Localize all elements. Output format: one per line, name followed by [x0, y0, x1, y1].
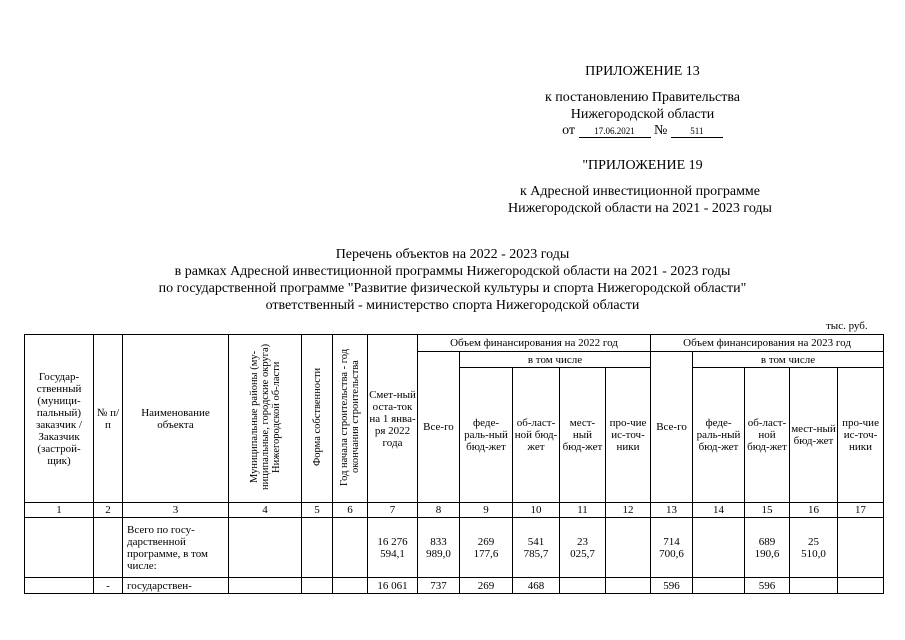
- column-number: 12: [606, 503, 651, 518]
- column-number: 8: [418, 503, 460, 518]
- number-prefix: №: [654, 123, 668, 138]
- header-2022-total: Все-го: [418, 352, 460, 503]
- column-number: 13: [651, 503, 693, 518]
- column-number: 15: [745, 503, 790, 518]
- header-2023-federal: феде-раль-ный бюд-жет: [693, 368, 745, 503]
- header-2022-federal: феде-раль-ный бюд-жет: [460, 368, 513, 503]
- header-2023-local: мест-ный бюд-жет: [790, 368, 838, 503]
- column-number: 4: [229, 503, 302, 518]
- cell-district: [229, 578, 302, 594]
- appendix-13-label: ПРИЛОЖЕНИЕ 13: [585, 64, 700, 79]
- header-customer: Государ-ственный (муници-пальный) заказчик /Заказчик (застрой-щик): [25, 335, 94, 503]
- column-numbers-row: [25, 503, 884, 518]
- cell-2023-total: 596: [651, 578, 693, 594]
- list-title-line-2: в рамках Адресной инвестиционной программы Нижегородской области на 2021 - 2023 годы: [174, 264, 731, 279]
- cell-ownership: [302, 578, 333, 594]
- cell-2022-local: [560, 578, 606, 594]
- list-title-line-1: Перечень объектов на 2022 - 2023 годы: [335, 247, 570, 262]
- cell-2023-other: [838, 578, 884, 594]
- cell-2022-local: 23 025,7: [560, 518, 606, 578]
- cell-2022-other: [606, 578, 651, 594]
- header-2023-other: про-чие ис-точ-ники: [838, 368, 884, 503]
- date-prefix: от: [562, 123, 576, 138]
- resolution-date-line: [520, 122, 765, 139]
- appendix-19-label: "ПРИЛОЖЕНИЕ 19: [582, 158, 703, 173]
- column-number: 7: [368, 503, 418, 518]
- resolution-line-2: Нижегородской области: [570, 107, 715, 122]
- program-line-2: Нижегородской области на 2021 - 2023 годы: [508, 201, 772, 216]
- program-line-1: к Адресной инвестиционной программе: [519, 184, 761, 199]
- header-2023-total: Все-го: [651, 352, 693, 503]
- cell-2022-other: [606, 518, 651, 578]
- header-object-name: Наименование объекта: [123, 335, 229, 503]
- cell-2022-federal: 269: [460, 578, 513, 594]
- header-ownership-text: Форма собственности: [311, 367, 323, 467]
- cell-object-name: Всего по госу-дарственной программе, в том числе:: [123, 518, 229, 578]
- cell-number: -: [94, 578, 123, 594]
- header-2023-regional: об-ласт-ной бюд-жет: [745, 368, 790, 503]
- column-number: 11: [560, 503, 606, 518]
- column-number: 3: [123, 503, 229, 518]
- cell-balance: 16 276 594,1: [368, 518, 418, 578]
- header-ownership: [302, 335, 333, 503]
- resolution-line-1: к постановлению Правительства: [544, 90, 741, 105]
- financing-table: [24, 334, 884, 594]
- header-balance: Смет-ный оста-ток на 1 янва-ря 2022 года: [368, 335, 418, 503]
- date-value: 17.06.2021: [579, 126, 651, 138]
- header-district: [229, 335, 302, 503]
- cell-customer: [25, 518, 94, 578]
- cell-balance: 16 061: [368, 578, 418, 594]
- table-row: [25, 518, 884, 578]
- cell-2022-total: 737: [418, 578, 460, 594]
- cell-2023-federal: [693, 578, 745, 594]
- list-title-line-4: ответственный - министерство спорта Нижегородской области: [265, 298, 640, 313]
- cell-years: [333, 578, 368, 594]
- cell-customer: [25, 578, 94, 594]
- header-2022-including: в том числе: [460, 352, 651, 368]
- cell-2023-local: 25 510,0: [790, 518, 838, 578]
- column-number: 14: [693, 503, 745, 518]
- header-2022-group: Объем финансирования на 2022 год: [418, 335, 651, 352]
- header-2023-group: Объем финансирования на 2023 год: [651, 335, 884, 352]
- header-years: [333, 335, 368, 503]
- cell-2022-regional: 468: [513, 578, 560, 594]
- cell-2023-federal: [693, 518, 745, 578]
- cell-2023-regional: 689 190,6: [745, 518, 790, 578]
- cell-ownership: [302, 518, 333, 578]
- cell-2023-local: [790, 578, 838, 594]
- cell-2023-regional: 596: [745, 578, 790, 594]
- column-number: 2: [94, 503, 123, 518]
- cell-2023-total: 714 700,6: [651, 518, 693, 578]
- header-2022-regional: об-ласт-ной бюд-жет: [513, 368, 560, 503]
- units-label: тыс. руб.: [826, 320, 868, 332]
- number-value: 511: [671, 126, 723, 138]
- header-years-text: Год начала строительства - год окончания строительства: [339, 348, 361, 486]
- column-number: 1: [25, 503, 94, 518]
- header-number: № п/п: [94, 335, 123, 503]
- column-number: 10: [513, 503, 560, 518]
- table-row: [25, 578, 884, 594]
- cell-2022-total: 833 989,0: [418, 518, 460, 578]
- column-number: 5: [302, 503, 333, 518]
- header-2022-other: про-чие ис-точ-ники: [606, 368, 651, 503]
- cell-2023-other: [838, 518, 884, 578]
- list-title-line-3: по государственной программе "Развитие физической культуры и спорта Нижегородской области": [158, 281, 747, 296]
- header-district-text: Муниципальные районы (му-ниципальные, городские округа) Нижегородской об-ласти: [248, 343, 282, 491]
- cell-object-name: государствен-: [123, 578, 229, 594]
- cell-district: [229, 518, 302, 578]
- column-number: 17: [838, 503, 884, 518]
- cell-years: [333, 518, 368, 578]
- column-number: 9: [460, 503, 513, 518]
- cell-number: [94, 518, 123, 578]
- cell-2022-regional: 541 785,7: [513, 518, 560, 578]
- column-number: 16: [790, 503, 838, 518]
- header-2022-local: мест-ный бюд-жет: [560, 368, 606, 503]
- column-number: 6: [333, 503, 368, 518]
- header-2023-including: в том числе: [693, 352, 884, 368]
- cell-2022-federal: 269 177,6: [460, 518, 513, 578]
